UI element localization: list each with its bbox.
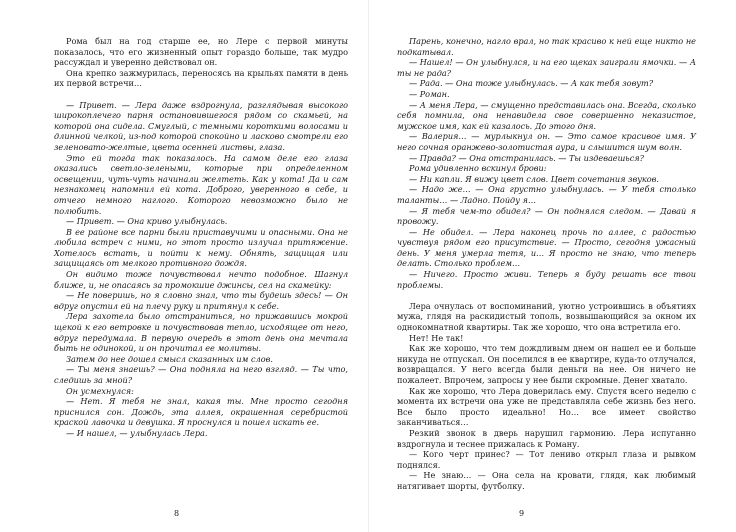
paragraph: Лера очнулась от воспоминаний, уютно устроившись в объятиях мужа, глядя на раскидистый тополь, возвышающийся за окном их однокомнатной квартиры. Так же хорошо, что она встретила его.	[397, 300, 696, 333]
paragraph: Она крепко зажмурилась, переносясь на крыльях памяти в день их первой встречи…	[54, 67, 348, 89]
paragraph: Как же хорошо, что Лера доверилась ему. Спустя всего неделю с момента их встречи она уже не представляла себе жизнь без него. Все было просто идеально! Но… все имеет свойство заканчиваться…	[397, 385, 696, 428]
paragraph: — Надо же… — Она грустно улыбнулась. — У тебя столько таланты… — Ладно. Пойду я…	[397, 184, 696, 205]
paragraph: Затем до нее дошел смысл сказанных им слов.	[66, 353, 273, 364]
left-page-text	[54, 36, 348, 439]
paragraph: — Привет. — Она криво улыбнулась.	[66, 216, 228, 227]
paragraph: — А меня Лера, — смущенно представилась она. Всегда, сколько себя помнила, она ненавидела свое совершенно неказистое, мужское имя, как ей казалось. До этого дня.	[397, 99, 696, 131]
paragraph: — Нашел! — Он улыбнулся, и на его щеках заиграли ямочки. — А ты не рада?	[397, 57, 696, 78]
paragraph: Рома был на год старше ее, но Лере с первой минуты показалось, что его жизненный опыт гораздо больше, так мудро рассуждал и уверенно действовал он.	[54, 36, 348, 68]
paragraph: — Не знаю… — Она села на кровати, глядя, как любимый натягивает шорты, футболку.	[397, 470, 696, 491]
paragraph: — Ничего. Просто живи. Теперь я буду решать все твои проблемы.	[397, 269, 696, 290]
paragraph: В ее районе все парни были приставучими и опасными. Она не любила встреч с ними, но этот просто излучал притяжение. Хотелось встать, и пойти к нему. Обнять, защищая или защищаясь от мелкого противного дождя.	[54, 226, 348, 269]
paragraph: Он усмехнулся:	[66, 385, 134, 396]
right-page-number: 9	[519, 509, 525, 518]
right-page	[368, 0, 736, 532]
paragraph: Он видимо тоже почувствовал нечто подобное. Шагнул ближе, и, не опасаясь за промокшие джинсы, сел на скамейку:	[54, 269, 348, 290]
paragraph: Рома удивленно вскинул брови:	[409, 163, 547, 174]
paragraph: — И нашел, — улыбнулась Лера.	[66, 427, 208, 438]
paragraph: — Кого черт принес? — Тот лениво открыл глаза и рывком поднялся.	[397, 449, 696, 470]
paragraph: — Нет. Я тебя не знал, какая ты. Мне просто сегодня приснился сон. Дождь, эта аллея, окрашенная серебристой краской лавочка и девушка. Я проснулся и пошел искать ее.	[54, 396, 348, 428]
paragraph: — Ни капли. Я вижу цвет слов. Цвет сочетания звуков.	[409, 173, 659, 184]
paragraph: Лера захотела было отстраниться, но прижавшись мокрой щекой к его ветровке и почувствовав тепло, исходящее от него, вдруг передумала. В первую очередь в этот день она мечтала быть не одинокой, и он прочитал ее молитвы.	[54, 311, 348, 354]
paragraph: Как же хорошо, что тем дождливым днем он нашел ее и больше никуда не отпускал. Он поселился в ее квартире, куда-то отлучался, возвращался. У него всегда были деньги на нее. Он ничего не пожалеет. Впрочем, запросы у нее были скромные. Денег хватало.	[397, 343, 696, 385]
paragraph: — Рада. — Она тоже улыбнулась. — А как тебя зовут?	[409, 78, 654, 89]
paragraph: — Не поверишь, но я словно знал, что ты будешь здесь! — Он вдруг опустил ей на плечу руку и притянул к себе.	[54, 290, 348, 311]
paragraph: — Привет. — Лера даже вздрогнула, разглядывая высокого широкоплечего парня остановившегося рядом со скамьей, на которой она сидела. Смуглый, с темными короткими волосами и длинной челкой, из-под которой спокойно и ласково смотрели его зеленовато-желтые, цвета осенней листвы, глаза.	[54, 99, 348, 152]
paragraph: — Ты меня знаешь? — Она подняла на него взгляд. — Ты что, следишь за мной?	[54, 364, 348, 385]
paragraph: — Правда? — Она отстранилась. — Ты издеваешься?	[409, 152, 645, 163]
paragraph: Это ей тогда так показалось. На самом деле его глаза оказались светло-зелеными, которые при определенном освещении, чуть-чуть начинали желтеть. Как у кота! Да и сам незнакомец напомнил ей кота. Доброго, уверенного в себе, и отчего немного наглого. Которого невозможно было не полюбить.	[54, 152, 348, 216]
left-page-number: 8	[174, 509, 180, 518]
paragraph: — Валерия… — мурлыкнул он. — Это самое красивое имя. У него сочная оранжево-золотистая аура, и слышится шум волн.	[397, 131, 696, 152]
paragraph: — Роман.	[409, 88, 450, 99]
paragraph: — Не обидел. — Лера наконец прочь по аллее, с радостью чувствуя рядом его присутствие. — Просто, сегодня ужасный день. У меня умерла тетя, и… Я просто не знаю, что теперь делать. Столько проблем…	[397, 226, 696, 269]
right-page-text	[397, 36, 696, 492]
paragraph: Парень, конечно, нагло врал, но так красиво к ней еще никто не подкатывал.	[397, 36, 696, 57]
paragraph: Резкий звонок в дверь нарушил гармонию. Лера испуганно вздрогнула и теснее прижалась к Роману.	[397, 427, 696, 449]
paragraph: — Я тебя чем-то обидел? — Он поднялся следом. — Давай я провожу.	[397, 205, 696, 227]
paragraph: Нет! Не так!	[409, 332, 464, 343]
